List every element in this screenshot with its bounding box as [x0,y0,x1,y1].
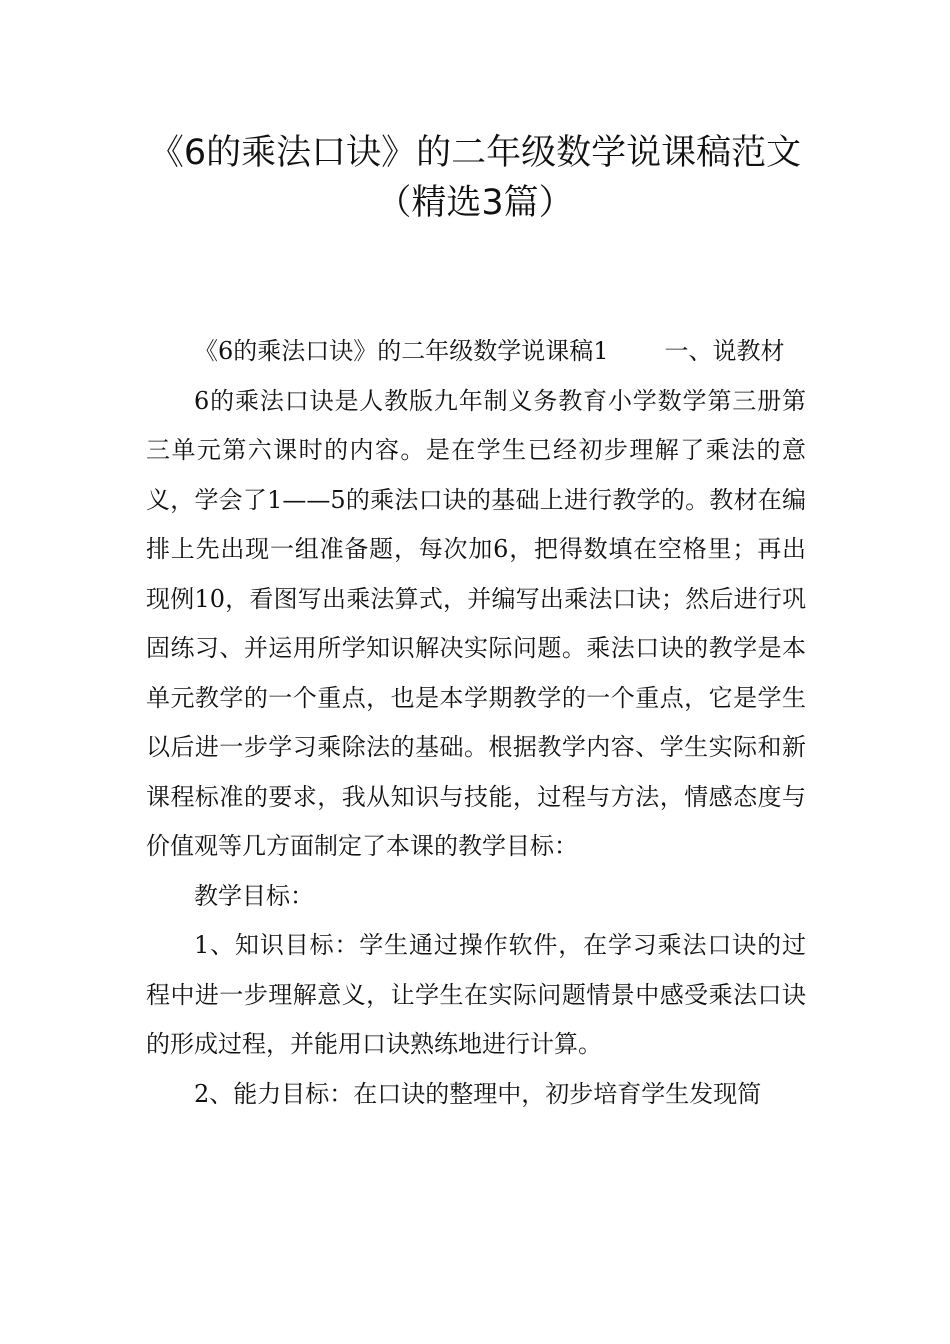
paragraph-knowledge-goal: 1、知识目标：学生通过操作软件，在学习乘法口诀的过程中进一步理解意义，让学生在实际问题情景中感受乘法口诀的形成过程，并能用口诀熟练地进行计算。 [146,931,806,1058]
title-line-1: 《6的乘法口诀》的二年级数学说课稿范文 [148,133,802,173]
document-body [146,327,806,1119]
paragraph-goals-heading: 教学目标： [194,881,314,910]
paragraph-ability-goal: 2、能力目标：在口诀的整理中，初步培育学生发现简 [194,1079,762,1108]
heading-subtitle: 一、说教材 [664,337,785,365]
section-heading [146,327,806,377]
title-line-2: （精选3篇） [376,183,574,223]
heading-title: 《6的乘法口诀》的二年级数学说课稿1 [194,337,609,365]
document-title [0,128,950,228]
paragraph-intro: 6的乘法口诀是人教版九年制义务教育小学数学第三册第三单元第六课时的内容。是在学生已经初步理解了乘法的意义，学会了1——5的乘法口诀的基础上进行教学的。教材在编排上先出现一组准备题，每次加6，把得数填在空格里；再出现例10，看图写出乘法算式，并编写出乘法口诀；然后进行巩固练习、并运用所学知识解决实际问题。乘法口诀的教学是本单元教学的一个重点，也是本学期教学的一个重点，它是学生以后进一步学习乘除法的基础。根据教学内容、学生实际和新课程标准的要求，我从知识与技能，过程与方法，情感态度与价值观等几方面制定了本课的教学目标： [146,386,806,860]
